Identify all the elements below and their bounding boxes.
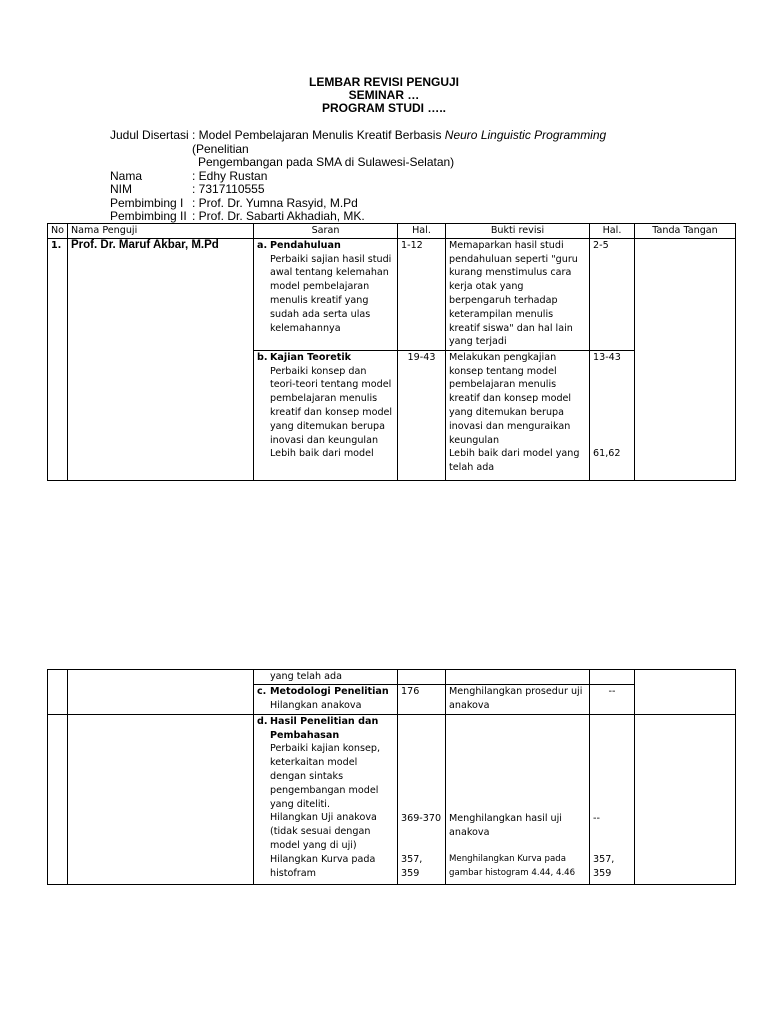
- saran-text-d2: Hilangkan Uji anakova (tidak sesuai dengan model yang di uji): [270, 812, 377, 851]
- hal2-cell-c: --: [590, 684, 635, 714]
- saran-cell-c: [254, 684, 398, 714]
- info-label-judul: Judul Disertasi: [110, 128, 189, 142]
- saran-letter-d: d.: [257, 715, 268, 727]
- info-label-nama: Nama: [110, 168, 143, 183]
- info-value-nim: : 7317110555: [192, 182, 265, 196]
- hal2-cell-d: [590, 714, 635, 884]
- row-number-empty: [48, 670, 68, 715]
- row-number: 1.: [48, 238, 68, 480]
- hal-spacer-d: [401, 715, 442, 812]
- saran-letter-b: b.: [257, 351, 268, 363]
- bukti-cell-a: Memaparkan hasil studi pendahuluan seperti "guru kurang menstimulus cara kerja otak yang berpengaruh terhadap keterampilan menulis kreatif siswa" dan hal lain yang terjadi: [446, 238, 590, 350]
- hal2-cell-b: [590, 350, 635, 480]
- info-value-judul: [192, 129, 662, 156]
- info-row-pembimbing-1: [110, 197, 668, 211]
- hal2-text-b2: 61,62: [593, 447, 621, 459]
- saran-text-c: Hilangkan anakova: [270, 699, 362, 711]
- hal2-spacer: [593, 365, 631, 447]
- table-row: [48, 670, 736, 685]
- info-block: [110, 129, 668, 224]
- doc-subtitle-prodi: PROGRAM STUDI …..: [321, 101, 446, 115]
- penguji-empty: [68, 670, 254, 715]
- hal2-empty: [590, 670, 635, 685]
- doc-title: LEMBAR REVISI PENGUJI: [308, 75, 460, 89]
- bukti-spacer-d: [449, 715, 586, 812]
- tanda-tangan-empty: [635, 714, 736, 884]
- bukti-cell-c: Menghilangkan prosedur uji anakova: [446, 684, 590, 714]
- row-number-empty: [48, 714, 68, 884]
- header-hal-2: Hal.: [590, 224, 635, 239]
- bukti-text-b2: Lebih baik dari model yang telah ada: [449, 448, 580, 474]
- bukti-text-b1: Melakukan pengkajian konsep tentang model pembelajaran menulis kreatif dan konsep model yang ditemukan berupa inovasi dan menguraikan keungulan: [449, 351, 572, 446]
- saran-title-b: Kajian Teoretik: [270, 351, 351, 363]
- saran-text-b: Perbaiki konsep dan teori-teori tentang model pembelajaran menulis kreatif dan konsep model yang ditemukan berupa inovasi dan keungulan Lebih baik dari model: [270, 365, 393, 460]
- info-label-pembimbing-2: Pembimbing II: [110, 209, 187, 223]
- hal-empty: [398, 670, 446, 685]
- header-nama-penguji: Nama Penguji: [68, 224, 254, 239]
- bukti-cell-d: [446, 714, 590, 884]
- info-row-judul: [110, 129, 668, 156]
- penguji-name: Prof. Dr. Maruf Akbar, M.Pd: [68, 238, 254, 480]
- judul-text-pre: : Model Pembelajaran Menulis Kreatif Berbasis: [192, 128, 445, 142]
- saran-cell-a: [254, 238, 398, 350]
- saran-letter-a: a.: [257, 239, 268, 251]
- saran-title-c: Metodologi Penelitian: [270, 685, 389, 697]
- tanda-tangan-empty: [635, 670, 736, 715]
- hal2-text-b1: 13-43: [593, 351, 621, 363]
- info-value-nama: : Edhy Rustan: [192, 168, 268, 183]
- saran-title-d: Hasil Penelitian dan Pembahasan: [270, 715, 379, 741]
- saran-text-a: Perbaiki sajian hasil studi awal tentang kelemahan model pembelajaran menulis kreatif yang sudah ada serta ulas kelemahannya: [270, 253, 392, 334]
- saran-letter-c: c.: [257, 685, 267, 697]
- info-value-pembimbing-2: : Prof. Dr. Sabarti Akhadiah, MK.: [192, 209, 365, 223]
- bukti-text-d1: Menghilangkan hasil uji anakova: [449, 812, 562, 838]
- header-hal: Hal.: [398, 224, 446, 239]
- hal-cell-b: 19-43: [398, 350, 446, 480]
- bukti-text-d2: Menghilangkan Kurva pada gambar histogram 4.44, 4.46: [449, 853, 576, 878]
- revision-table-continued: [47, 669, 736, 885]
- hal-cell-c: 176: [398, 684, 446, 714]
- saran-cell-d: [254, 714, 398, 884]
- hal2-cell-a: 2-5: [590, 238, 635, 350]
- header-saran: Saran: [254, 224, 398, 239]
- table-header-row: [48, 224, 736, 239]
- saran-cell-b: [254, 350, 398, 480]
- info-value-pembimbing-1: : Prof. Dr. Yumna Rasyid, M.Pd: [192, 195, 358, 210]
- bukti-cell-b: [446, 350, 590, 480]
- saran-text-d1: Perbaiki kajian konsep, keterkaitan model dengan sintaks pengembangan model yang diteliti.: [270, 743, 381, 810]
- info-row-nama: [110, 170, 668, 184]
- hal-cell-d: [398, 714, 446, 884]
- judul-text-italic: Neuro Linguistic Programming: [444, 128, 607, 142]
- saran-continuation: yang telah ada: [254, 670, 398, 685]
- header-no: No: [48, 224, 68, 239]
- judul-text-post: (Penelitian: [192, 141, 249, 156]
- table-row: [48, 238, 736, 350]
- info-row-judul-cont: [110, 156, 668, 170]
- header-tanda-tangan: Tanda Tangan: [635, 224, 736, 239]
- info-label-spacer: [110, 156, 192, 170]
- doc-subtitle-seminar: SEMINAR …: [348, 88, 420, 102]
- hal2-spacer-d: [593, 715, 631, 812]
- hal-text-d2: 357, 359: [401, 853, 423, 879]
- hal-text-d1: 369-370: [401, 812, 442, 824]
- info-value-judul-line2: Pengembangan pada SMA di Sulawesi-Selatan): [198, 155, 455, 169]
- saran-title-a: Pendahuluan: [270, 239, 341, 251]
- info-label-nim: NIM: [110, 182, 132, 196]
- hal2-text-d2: 357, 359: [593, 853, 615, 879]
- tanda-tangan-cell: [635, 238, 736, 480]
- info-row-pembimbing-2: [110, 210, 668, 224]
- bukti-empty: [446, 670, 590, 685]
- info-row-nim: [110, 183, 668, 197]
- info-label-pembimbing-1: Pembimbing I: [110, 195, 184, 210]
- header-bukti-revisi: Bukti revisi: [446, 224, 590, 239]
- hal-cell-a: 1-12: [398, 238, 446, 350]
- saran-text-d3: Hilangkan Kurva pada histofram: [270, 853, 376, 879]
- penguji-empty: [68, 714, 254, 884]
- revision-table: [47, 223, 736, 481]
- hal2-text-d1: --: [593, 812, 600, 824]
- table-row: [48, 714, 736, 884]
